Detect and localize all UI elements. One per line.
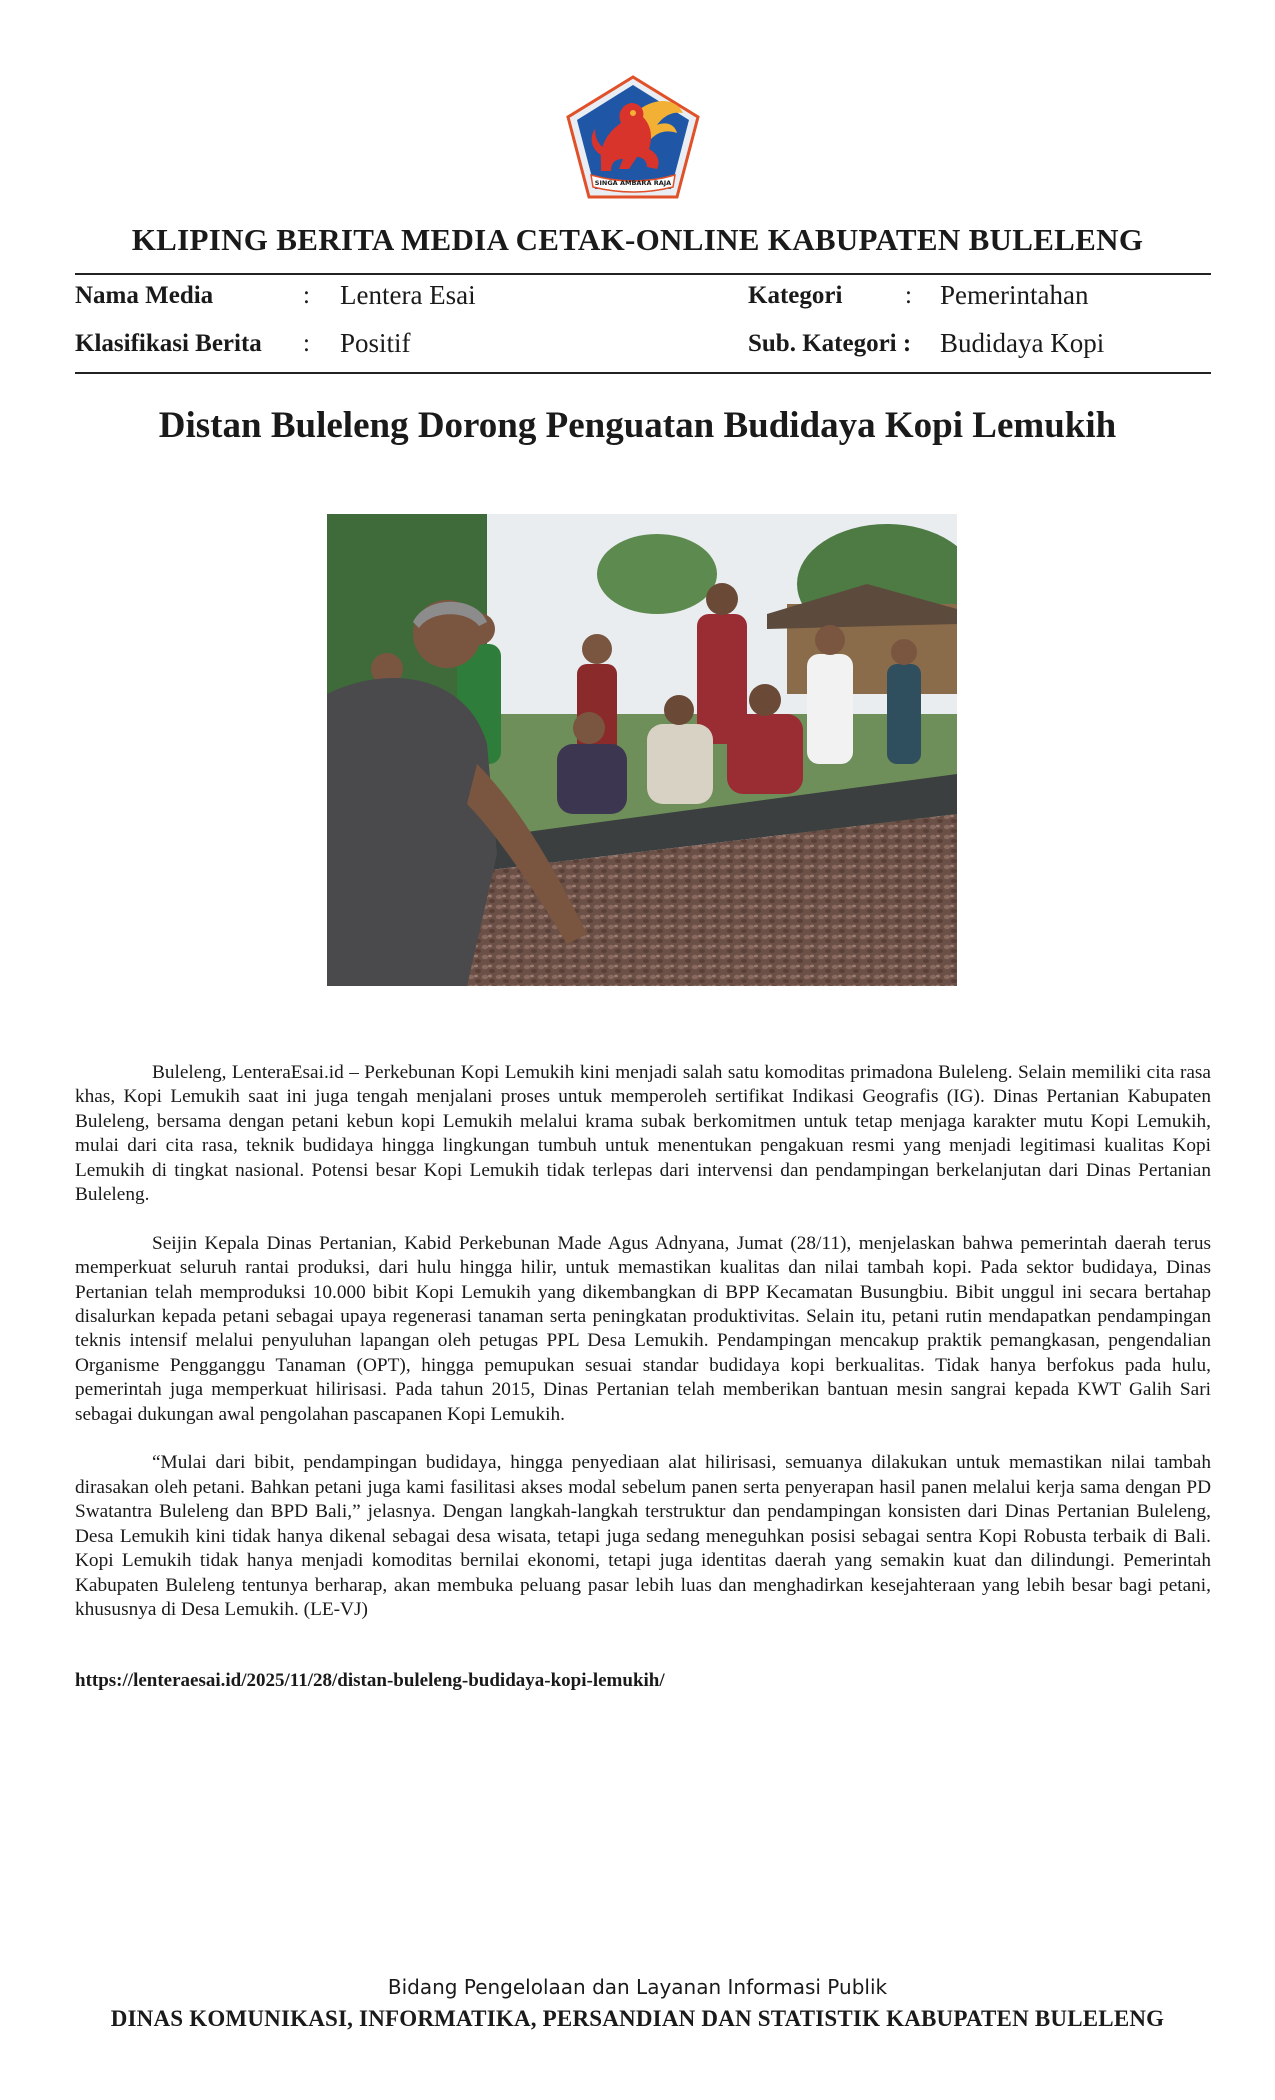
subcategory-value: Budidaya Kopi: [940, 328, 1105, 358]
header-divider-bottom: [75, 372, 1211, 374]
article-paragraph-2: Seijin Kepala Dinas Pertanian, Kabid Perkebunan Made Agus Adnyana, Jumat (28/11), menjelaskan bahwa pemerintah daerah terus memperkuat seluruh rantai produksi, dari hulu hingga hilir, untuk memastikan kualitas dan nilai tambah kopi. Pada sektor budidaya, Dinas Pertanian telah memproduksi 10.000 bibit Kopi Lemukih yang dikembangkan di BPP Kecamatan Busungbiu. Bibit unggul ini secara bertahap disalurkan kepada petani sebagai upaya regenerasi tanaman serta peningkatan produktivitas. Selain itu, petani rutin mendapatkan pendampingan teknis intensif melalui penyuluhan lapangan oleh petugas PPL Desa Lemukih. Pendampingan mencakup praktik pemangkasan, pengendalian Organisme Pengganggu Tanaman (OPT), hingga pemupukan sesuai standar budidaya kopi berkualitas. Tidak hanya berfokus pada hulu, pemerintah juga memperkuat hilirisasi. Pada tahun 2015, Dinas Pertanian telah memberikan bantuan mesin sangrai kepada KWT Galih Sari sebagai dukungan awal pengolahan pascapanen Kopi Lemukih.: [75, 1232, 1211, 1425]
article-headline: Distan Buleleng Dorong Penguatan Budidaya Kopi Lemukih: [158, 405, 1117, 446]
article-paragraph-1: Buleleng, LenteraEsai.id – Perkebunan Kopi Lemukih kini menjadi salah satu komoditas primadona Buleleng. Selain memiliki cita rasa khas, Kopi Lemukih saat ini juga tengah menjalani proses untuk memperoleh sertifikat Indikasi Geografis (IG). Dinas Pertanian Kabupaten Buleleng, bersama dengan petani kebun kopi Lemukih melalui krama subak berkomitmen untuk tetap menjaga karakter mutu Kopi Lemukih, mulai dari cita rasa, teknik budidaya hingga lingkungan tumbuh untuk menentukan pengakuan resmi yang menjadi legitimasi kualitas Kopi Lemukih di tingkat nasional. Potensi besar Kopi Lemukih tidak terlepas dari intervensi dan pendampingan berkelanjutan dari Dinas Pertanian Buleleng.: [75, 1062, 1211, 1206]
singa-ambara-raja-emblem-icon: [565, 75, 701, 201]
article-body: [75, 1061, 1211, 1647]
category-value: Pemerintahan: [940, 280, 1089, 310]
category-label: Kategori: [748, 282, 843, 309]
footer-agency: DINAS KOMUNIKASI, INFORMATIKA, PERSANDIAN DAN STATISTIK KABUPATEN BULELENG: [110, 2006, 1165, 2031]
media-name-value: Lentera Esai: [340, 280, 476, 310]
news-photo-coffee-drying-icon: [327, 514, 957, 986]
news-photo: [327, 514, 957, 986]
footer-department: Bidang Pengelolaan dan Layanan Informasi Publik: [387, 1975, 888, 1999]
classification-label: Klasifikasi Berita: [75, 330, 262, 357]
logo-motto: SINGA AMBARA RAJA: [594, 179, 672, 187]
article-source-link[interactable]: https://lenteraesai.id/2025/11/28/distan-buleleng-budidaya-kopi-lemukih/: [75, 1670, 665, 1691]
article-paragraph-3: “Mulai dari bibit, pendampingan budidaya, hingga penyediaan alat hilirisasi, semuanya dilakukan untuk memastikan nilai tambah dirasakan oleh petani. Bahkan petani juga kami fasilitasi akses modal sebelum panen serta penyerapan hasil panen melalui kerja sama dengan PD Swatantra Buleleng dan BPD Bali,” jelasnya. Dengan langkah-langkah terstruktur dan pendampingan konsisten dari Dinas Pertanian Buleleng, Desa Lemukih kini tidak hanya dikenal sebagai desa wisata, tetapi juga sedang meneguhkan posisi sebagai sentra Kopi Robusta terbaik di Bali. Kopi Lemukih tidak hanya menjadi komoditas bernilai ekonomi, tetapi juga identitas daerah yang semakin kuat dan dilindungi. Pemerintah Kabupaten Buleleng tentunya berharap, akan membuka peluang pasar lebih luas dan menghadirkan kesejahteraan yang lebih besar bagi petani, khususnya di Desa Lemukih. (LE-VJ): [75, 1452, 1211, 1620]
header-divider-top: [75, 273, 1211, 275]
classification-colon: :: [303, 330, 310, 357]
subcategory-label: Sub. Kategori :: [748, 330, 912, 357]
category-colon: :: [905, 282, 912, 309]
media-name-label: Nama Media: [75, 282, 214, 309]
classification-value: Positif: [340, 328, 411, 358]
document-header-title: KLIPING BERITA MEDIA CETAK-ONLINE KABUPATEN BULELENG: [131, 222, 1144, 257]
regency-logo: [565, 75, 701, 201]
media-name-colon: :: [303, 282, 310, 309]
